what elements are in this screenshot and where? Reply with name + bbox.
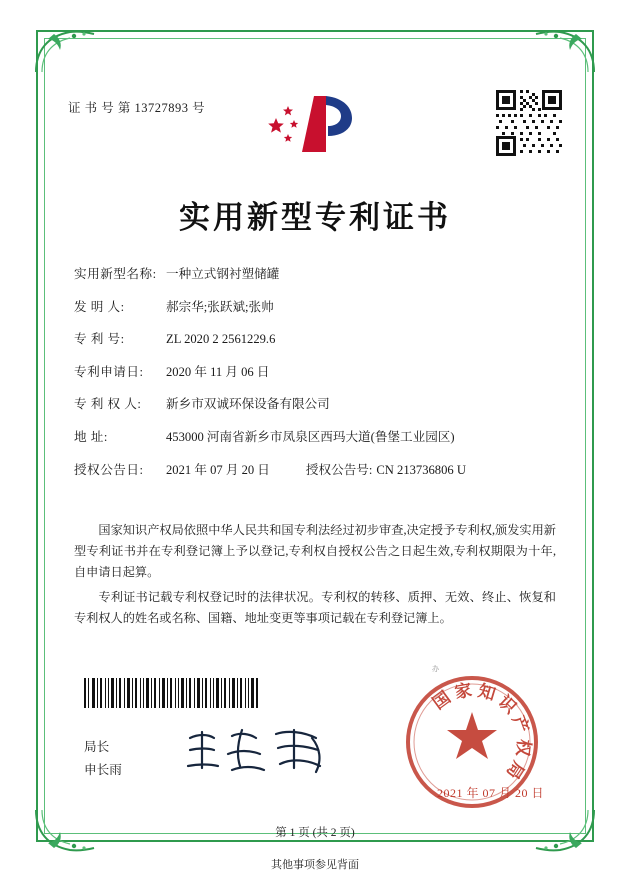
field-row-inventors — [74, 301, 564, 314]
field-value: 新乡市双诚环保设备有限公司 — [166, 397, 330, 412]
field-value: 一种立式钢衬塑储罐 — [166, 267, 280, 281]
field-row-address — [74, 431, 564, 444]
field-list — [74, 268, 564, 496]
qr-code — [494, 88, 564, 158]
field-label: 地 址: — [74, 429, 108, 444]
field-value: 453000 河南省新乡市凤泉区西玛大道(鲁堡工业园区) — [166, 429, 455, 444]
field-value: ZL 2020 2 2561229.6 — [166, 332, 276, 347]
small-stamp-mark: 办 — [432, 665, 439, 673]
field-label: 专 利 号: — [74, 332, 125, 347]
signature — [180, 724, 330, 780]
paragraph-2: 专利证书记载专利权登记时的法律状况。专利权的转移、质押、无效、终止、恢复和专利权人的姓名或名称、国籍、地址变更等事项记载在专利登记簿上。 — [74, 589, 556, 625]
field-label: 发 明 人: — [74, 299, 125, 314]
field-row-name — [74, 268, 564, 281]
director-name: 申长雨 — [84, 763, 122, 778]
seal-date: 2021 年 07 月 20 日 — [436, 786, 544, 800]
cnipa-logo-icon — [262, 88, 358, 160]
page-title: 实用新型专利证书 — [179, 200, 451, 235]
page-number: 第 1 页 (共 2 页) — [275, 827, 355, 839]
field-label: 专 利 权 人: — [74, 397, 142, 412]
field-value-secondary: CN 213736806 U — [376, 462, 466, 477]
svg-text:国 家 知 识 产 权 局: 国 家 知 识 产 权 局 — [429, 680, 534, 783]
field-label: 授权公告日: — [74, 462, 144, 477]
footnote: 其他事项参见背面 — [271, 859, 359, 871]
field-row-grant — [74, 464, 564, 477]
field-value: 2021 年 07 月 20 日 — [166, 462, 270, 477]
field-value: 2020 年 11 月 06 日 — [166, 364, 270, 379]
paragraph-1: 国家知识产权局依照中华人民共和国专利法经过初步审查,决定授予专利权,颁发实用新型专利证书并在专利登记簿上予以登记,专利权自授权公告之日起生效,专利权期限为十年,自申请日起算。 — [74, 523, 556, 579]
director-block — [84, 736, 122, 783]
field-label-secondary: 授权公告号: — [305, 462, 373, 477]
director-title-label: 局长 — [84, 740, 110, 754]
barcode — [84, 678, 260, 708]
field-label: 实用新型名称: — [74, 267, 157, 281]
field-row-patent-number — [74, 333, 564, 346]
field-label: 专利申请日: — [74, 364, 144, 379]
legal-text — [74, 520, 556, 633]
field-row-filing-date — [74, 366, 564, 379]
certificate-number: 证 书 号 第 13727893 号 — [68, 101, 206, 115]
field-value: 郝宗华;张跃斌;张帅 — [166, 299, 274, 314]
field-row-patentee — [74, 398, 564, 411]
